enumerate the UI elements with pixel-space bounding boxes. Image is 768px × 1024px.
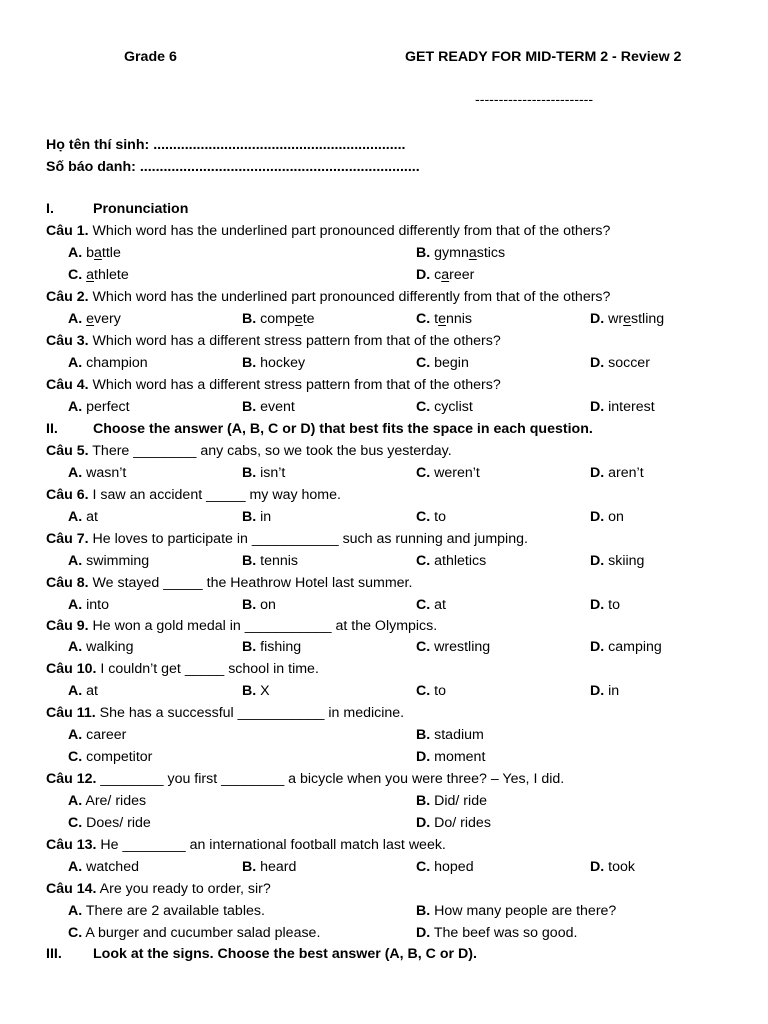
option-row xyxy=(0,352,768,374)
option-row xyxy=(0,396,768,418)
option-row xyxy=(0,264,768,286)
question-stem xyxy=(0,528,768,550)
option-d: D. to xyxy=(590,597,620,613)
question-text: She has a successful ___________ in medicine. xyxy=(99,705,405,721)
question-stem xyxy=(0,220,768,242)
section-title: Look at the signs. Choose the best answer (A, B, C or D). xyxy=(93,946,477,962)
section-heading xyxy=(0,943,768,965)
question-label: Câu 7. xyxy=(46,531,89,547)
option-a: A. wasn’t xyxy=(68,465,127,481)
option-row xyxy=(0,680,768,702)
option-c: C. at xyxy=(416,597,446,613)
option-d: D. on xyxy=(590,509,624,525)
question-label: Câu 10. xyxy=(46,661,97,677)
option-c: C. Does/ ride xyxy=(68,815,151,831)
option-a: A. battle xyxy=(68,245,121,261)
question-text: He ________ an international football match last week. xyxy=(100,837,446,853)
option-a: A. at xyxy=(68,509,98,525)
option-row xyxy=(0,724,768,746)
option-b: B. How many people are there? xyxy=(416,903,617,919)
option-d: D. soccer xyxy=(590,355,650,371)
option-b: B. event xyxy=(242,399,295,415)
option-b: B. hockey xyxy=(242,355,306,371)
question-stem xyxy=(0,484,768,506)
option-d: D. career xyxy=(416,267,475,283)
section-number: II. xyxy=(46,421,58,437)
option-b: B. in xyxy=(242,509,272,525)
question-text: Which word has a different stress pattern from that of the others? xyxy=(92,377,501,393)
question-stem xyxy=(0,374,768,396)
option-row xyxy=(0,462,768,484)
question-label: Câu 5. xyxy=(46,443,89,459)
option-row xyxy=(0,636,768,658)
option-a: A. into xyxy=(68,597,110,613)
student-id-label: Số báo danh: xyxy=(46,159,136,175)
question-label: Câu 13. xyxy=(46,837,97,853)
question-label: Câu 2. xyxy=(46,289,89,305)
option-b: B. X xyxy=(242,683,270,699)
option-a: A. walking xyxy=(68,639,134,655)
option-c: C. tennis xyxy=(416,311,473,327)
option-row xyxy=(0,922,768,944)
option-d: D. took xyxy=(590,859,635,875)
option-a: A. Are/ rides xyxy=(68,793,147,809)
option-c: C. athletics xyxy=(416,553,487,569)
option-a: A. champion xyxy=(68,355,148,371)
question-label: Câu 4. xyxy=(46,377,89,393)
option-row xyxy=(0,308,768,330)
question-text: ________ you first ________ a bicycle when you were three? – Yes, I did. xyxy=(100,771,565,787)
question-text: He loves to participate in ___________ such as running and jumping. xyxy=(92,531,528,547)
section-number: I. xyxy=(46,201,54,217)
question-label: Câu 9. xyxy=(46,618,89,634)
option-a: A. perfect xyxy=(68,399,130,415)
question-text: I saw an accident _____ my way home. xyxy=(92,487,341,503)
option-d: D. skiing xyxy=(590,553,645,569)
option-a: A. swimming xyxy=(68,553,150,569)
student-name-label: Họ tên thí sinh: xyxy=(46,137,150,153)
option-c: C. competitor xyxy=(68,749,153,765)
option-row xyxy=(0,242,768,264)
student-name-line xyxy=(0,134,768,156)
question-stem xyxy=(0,702,768,724)
question-text: Which word has the underlined part pronounced differently from that of the others? xyxy=(92,289,611,305)
option-b: B. Did/ ride xyxy=(416,793,487,809)
question-label: Câu 11. xyxy=(46,705,96,721)
question-stem xyxy=(0,572,768,594)
question-label: Câu 6. xyxy=(46,487,89,503)
question-text: I couldn’t get _____ school in time. xyxy=(100,661,319,677)
option-b: B. compete xyxy=(242,311,315,327)
header-row xyxy=(0,46,768,68)
question-label: Câu 1. xyxy=(46,223,89,239)
dash-line: ------------------------- xyxy=(475,92,594,108)
question-text: Which word has a different stress pattern from that of the others? xyxy=(92,333,501,349)
option-d: D. wrestling xyxy=(590,311,665,327)
option-b: B. on xyxy=(242,597,276,613)
option-c: C. cyclist xyxy=(416,399,473,415)
option-c: C. A burger and cucumber salad please. xyxy=(68,925,321,941)
option-c: C. weren’t xyxy=(416,465,480,481)
option-d: D. interest xyxy=(590,399,655,415)
question-stem xyxy=(0,615,768,637)
section-title: Choose the answer (A, B, C or D) that best fits the space in each question. xyxy=(93,421,593,437)
option-c: C. begin xyxy=(416,355,469,371)
option-d: D. aren’t xyxy=(590,465,644,481)
header-divider xyxy=(0,89,768,111)
question-stem xyxy=(0,330,768,352)
option-b: B. stadium xyxy=(416,727,484,743)
option-c: C. to xyxy=(416,683,446,699)
question-text: Which word has the underlined part pronounced differently from that of the others? xyxy=(92,223,611,239)
option-a: A. at xyxy=(68,683,98,699)
option-row xyxy=(0,790,768,812)
option-b: B. isn’t xyxy=(242,465,286,481)
question-text: He won a gold medal in ___________ at the Olympics. xyxy=(92,618,438,634)
question-text: Are you ready to order, sir? xyxy=(99,881,271,897)
page-title: GET READY FOR MID-TERM 2 - Review 2 xyxy=(405,49,682,65)
question-stem xyxy=(0,878,768,900)
section-heading xyxy=(0,418,768,440)
question-stem xyxy=(0,768,768,790)
section-number: III. xyxy=(46,946,62,962)
question-text: There ________ any cabs, so we took the bus yesterday. xyxy=(92,443,452,459)
option-b: B. heard xyxy=(242,859,297,875)
question-label: Câu 12. xyxy=(46,771,97,787)
option-row xyxy=(0,812,768,834)
option-row xyxy=(0,746,768,768)
question-label: Câu 8. xyxy=(46,575,89,591)
grade-label: Grade 6 xyxy=(124,49,177,65)
option-a: A. every xyxy=(68,311,121,327)
option-row xyxy=(0,506,768,528)
option-a: A. career xyxy=(68,727,127,743)
question-stem xyxy=(0,658,768,680)
option-row xyxy=(0,900,768,922)
option-d: D. in xyxy=(590,683,620,699)
option-b: B. tennis xyxy=(242,553,298,569)
option-d: D. Do/ rides xyxy=(416,815,491,831)
option-a: A. watched xyxy=(68,859,139,875)
student-name-dots: ................................................................ xyxy=(153,137,406,153)
option-row xyxy=(0,594,768,616)
option-a: A. There are 2 available tables. xyxy=(68,903,265,919)
option-d: D. The beef was so good. xyxy=(416,925,578,941)
option-row xyxy=(0,550,768,572)
option-row xyxy=(0,856,768,878)
section-heading xyxy=(0,198,768,220)
student-id-line xyxy=(0,156,768,178)
question-stem xyxy=(0,440,768,462)
option-c: C. hoped xyxy=(416,859,474,875)
question-label: Câu 14. xyxy=(46,881,97,897)
question-stem xyxy=(0,286,768,308)
option-d: D. moment xyxy=(416,749,486,765)
option-c: C. wrestling xyxy=(416,639,491,655)
question-text: We stayed _____ the Heathrow Hotel last summer. xyxy=(92,575,413,591)
section-title: Pronunciation xyxy=(93,201,189,217)
option-c: C. athlete xyxy=(68,267,129,283)
option-d: D. camping xyxy=(590,639,662,655)
student-id-dots: ....................................................................... xyxy=(139,159,420,175)
question-stem xyxy=(0,834,768,856)
option-b: B. fishing xyxy=(242,639,302,655)
question-label: Câu 3. xyxy=(46,333,89,349)
option-b: B. gymnastics xyxy=(416,245,506,261)
option-c: C. to xyxy=(416,509,446,525)
